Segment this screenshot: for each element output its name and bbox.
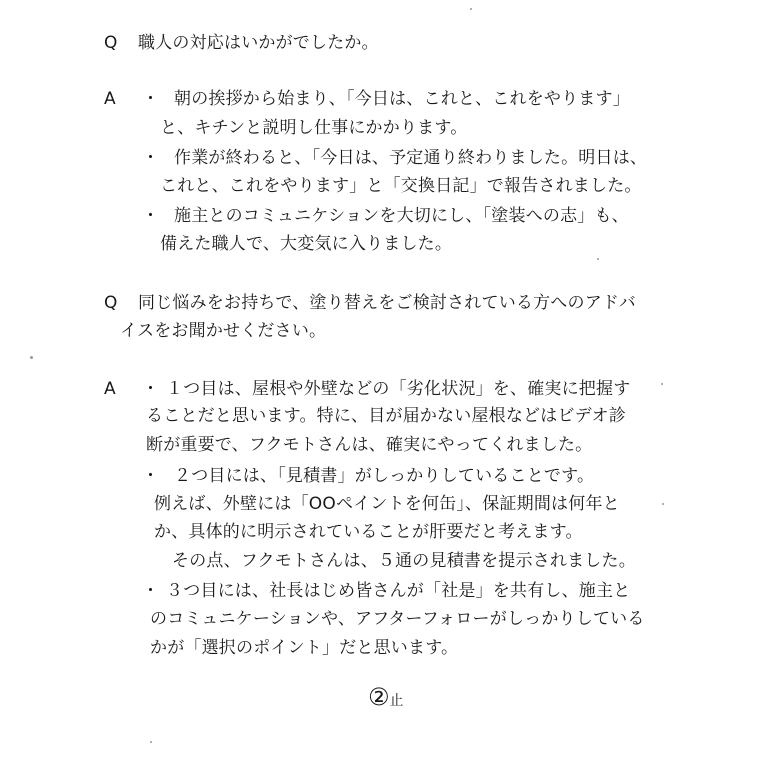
scan-speck: [661, 383, 663, 385]
answer-line: 作業が終わると、「今日は、予定通り終わりました。明日は、: [174, 148, 648, 168]
question-marker: Q: [104, 33, 118, 53]
answer-line: ３つ目には、社長はじめ皆さんが「社是」を共有し、施主と: [166, 581, 631, 601]
scan-speck: [470, 8, 472, 10]
answer-line: 例えば、外壁には「OOペイントを何缶」、保証期間は何年と: [154, 494, 620, 514]
scan-speck: [597, 258, 599, 260]
bullet: ・: [142, 148, 159, 168]
page-number-circled: ②: [368, 683, 390, 711]
scan-speck: [662, 503, 664, 505]
answer-line: 施主とのコミュニケションを大切にし、「塗装への志」も、: [174, 206, 629, 226]
question-line: イスをお聞かせください。: [120, 321, 327, 341]
answer-marker: A: [104, 89, 116, 109]
bullet: ・: [142, 379, 159, 399]
bullet: ・: [142, 466, 159, 486]
answer-line: かが「選択のポイント」だと思います。: [150, 638, 459, 658]
bullet: ・: [142, 206, 159, 226]
answer-line: これと、これをやります」と「交換日記」で報告されました。: [160, 176, 642, 196]
answer-line: ることだと思います。特に、目が届かない屋根などはビデオ診: [146, 406, 626, 426]
scan-speck: [150, 741, 152, 743]
answer-line: 断が重要で、フクモトさんは、確実にやってくれました。: [146, 435, 593, 455]
answer-line: 備えた職人で、大変気に入りました。: [160, 234, 453, 254]
answer-marker: A: [104, 379, 116, 399]
answer-line: その点、フクモトさんは、５通の見積書を提示されました。: [172, 551, 636, 571]
bullet: ・: [142, 89, 159, 109]
answer-line: のコミュニケーションや、アフターフォローがしっかりしている: [150, 609, 645, 629]
answer-line: １つ目は、屋根や外壁などの「劣化状況」を、確実に把握す: [166, 379, 631, 399]
answer-line: と、キチンと説明し仕事にかかります。: [160, 118, 468, 138]
question-line: 職人の対応はいかがでしたか。: [138, 33, 379, 53]
question-marker: Q: [104, 293, 118, 313]
question-line: 同じ悩みをお持ちで、塗り替えをご検討されている方へのアドバ: [138, 293, 636, 313]
answer-line: ２つ目には、「見積書」がしっかりしていることです。: [174, 466, 595, 486]
answer-line: か、具体的に明示されていることが肝要だと考えます。: [154, 522, 583, 542]
scan-speck: [30, 356, 33, 359]
bullet: ・: [142, 581, 159, 601]
page-mark: 止: [389, 693, 404, 709]
answer-line: 朝の挨拶から始まり、「今日は、これと、これをやります」: [174, 89, 630, 109]
page-number: [368, 683, 404, 715]
